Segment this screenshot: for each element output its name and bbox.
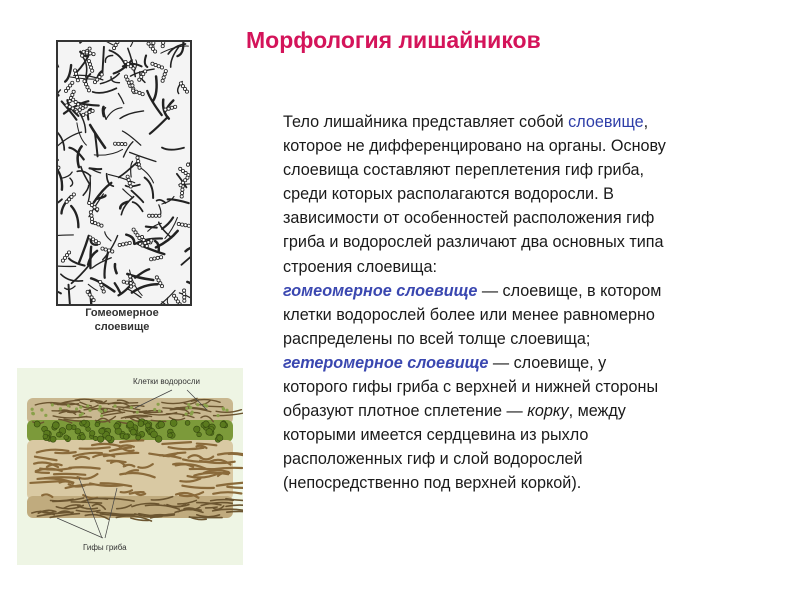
heteromerous-definition-line-5: расположенных гиф и слой водорослей [283,450,583,469]
homoeomerous-caption [56,306,188,334]
heteromerous-thallus-drawing [17,368,243,565]
homoeomerous-definition-line-1: гомеомерное слоевище — слоевище, в котором [283,281,662,300]
heteromerous-definition-line-1: гетеромерное слоевище — слоевище, у [283,353,607,372]
homoeomerous-thallus-figure [56,40,192,306]
label-fungal-hyphae: Гифы гриба [83,543,127,552]
page-title: Морфология лишайников [246,27,541,53]
homoeomerous-caption-line2: слоевище [94,321,150,333]
homoeomerous-definition-line-3: распределены по всей толще слоевища; [283,329,591,348]
term-cortex: корку [527,402,569,421]
homoeomerous-thallus-drawing [58,42,190,304]
description-text [283,110,763,496]
heteromerous-definition-line-4: которыми имеется сердцевина из рыхло [283,426,589,445]
heteromerous-thallus-figure [17,368,243,565]
heteromerous-definition-line-2: которого гифы гриба с верхней и нижней стороны [283,378,659,397]
term-homoeomerous: гомеомерное слоевище [283,281,478,300]
homoeomerous-definition-line-2: клетки водорослей более или менее равномерно [283,305,655,324]
text-line-7: строения слоевища: [283,257,437,276]
heteromerous-definition-line-3: образуют плотное сплетение — корку, между [283,402,626,421]
term-thallus: слоевище [568,113,644,131]
text-line-6: гриба и водорослей различают два основных типа [283,233,664,252]
text-line-4: среди которых располагаются водоросли. В [283,185,614,204]
text-line-1: Тело лишайника представляет собой слоевище, [283,113,649,131]
heteromerous-definition-line-6: (непосредственно под верхней коркой). [283,474,582,493]
text-line-3: слоевища составляют переплетения гиф гриба, [283,161,644,180]
label-algae-cells: Клетки водоросли [133,377,200,386]
text-line-2: которое не дифференцировано на органы. Основу [283,137,666,156]
term-heteromerous: гетеромерное слоевище [283,353,489,372]
homoeomerous-caption-line1: Гомеомерное [85,307,159,319]
text-line-5: зависимости от особенностей расположения гиф [283,209,655,228]
